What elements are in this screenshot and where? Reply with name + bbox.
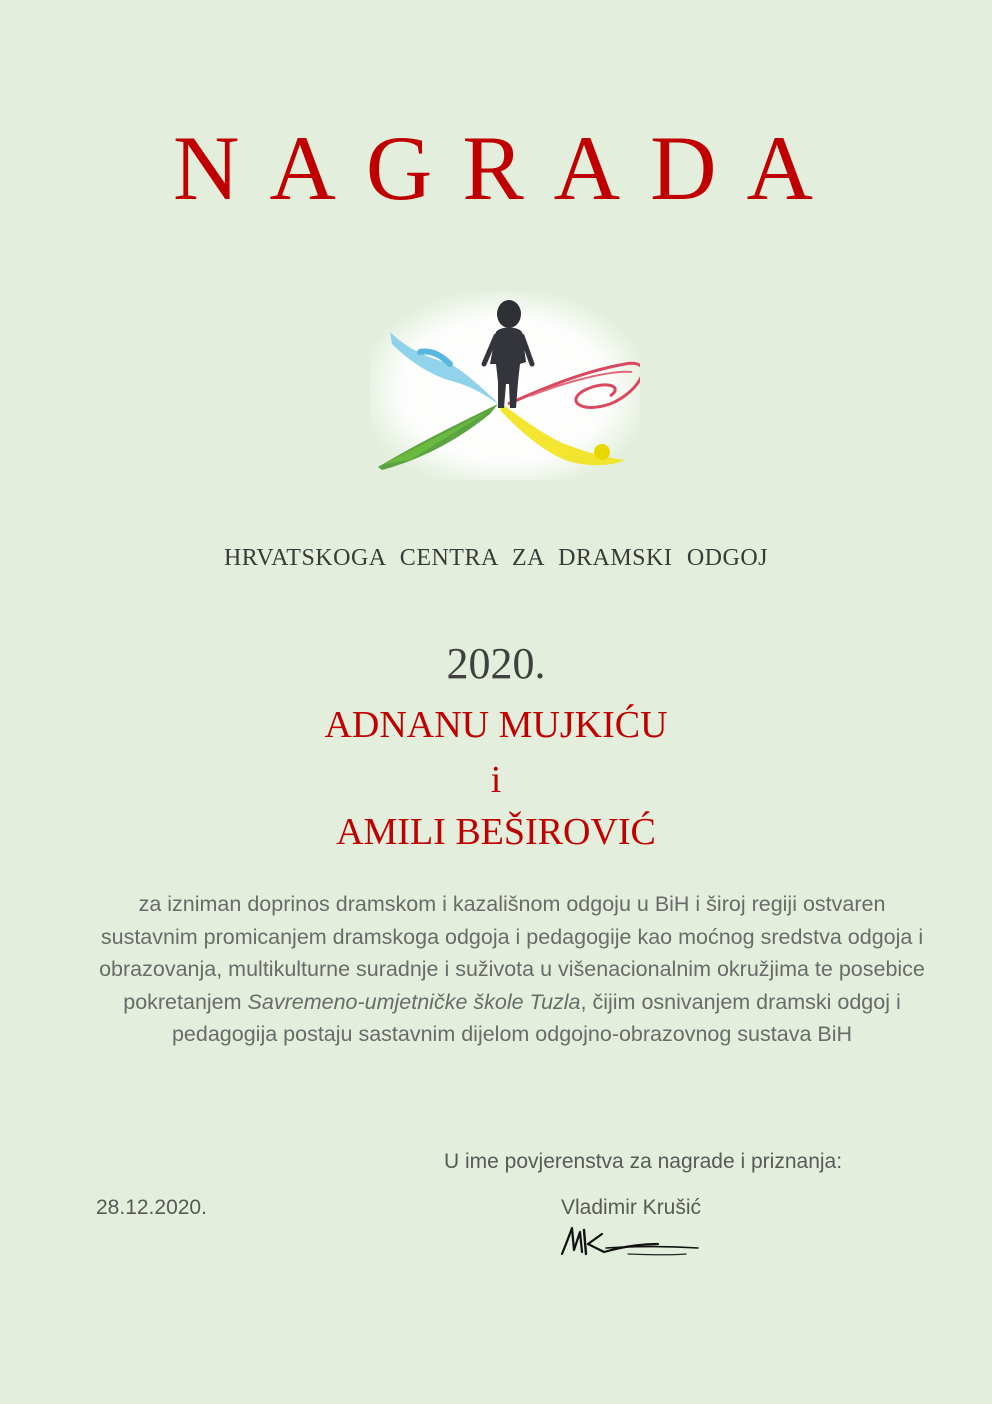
school-name: Savremeno-umjetničke škole Tuzla: [247, 989, 581, 1014]
drama-logo: [370, 292, 640, 480]
award-date: 28.12.2020.: [96, 1196, 207, 1219]
signer-name: Vladimir Krušić: [561, 1196, 702, 1219]
recipient-1: ADNANU MUJKIĆU: [324, 704, 668, 746]
citation-part-1: za izniman doprinos dramskom i kazališnom odgoju u BiH i široj regiji ostvaren sustavnim promicanjem dramskoga odgoja i pedagogije kao moćnog sredstva odgoja i obrazovanja, multikulturne suradnje i suživota u višenacionalnim okružjima te posebice pokretanjem: [99, 892, 925, 1014]
award-year: 2020.: [446, 639, 546, 688]
citation-part-2: , čijim osnivanjem dramski odgoj i pedagogija postaju sastavnim dijelom odgojno-obrazovnog sustava BiH: [171, 989, 901, 1046]
conjunction: i: [490, 759, 502, 801]
signature-image: [558, 1224, 703, 1260]
award-title: NAGRADA: [173, 117, 843, 219]
citation-text: [88, 888, 936, 1051]
committee-line: U ime povjerenstva za nagrade i priznanja:: [444, 1150, 843, 1173]
organization-name: HRVATSKOGA CENTRA ZA DRAMSKI ODGOJ: [223, 545, 769, 571]
recipient-2: AMILI BEŠIROVIĆ: [336, 811, 656, 853]
